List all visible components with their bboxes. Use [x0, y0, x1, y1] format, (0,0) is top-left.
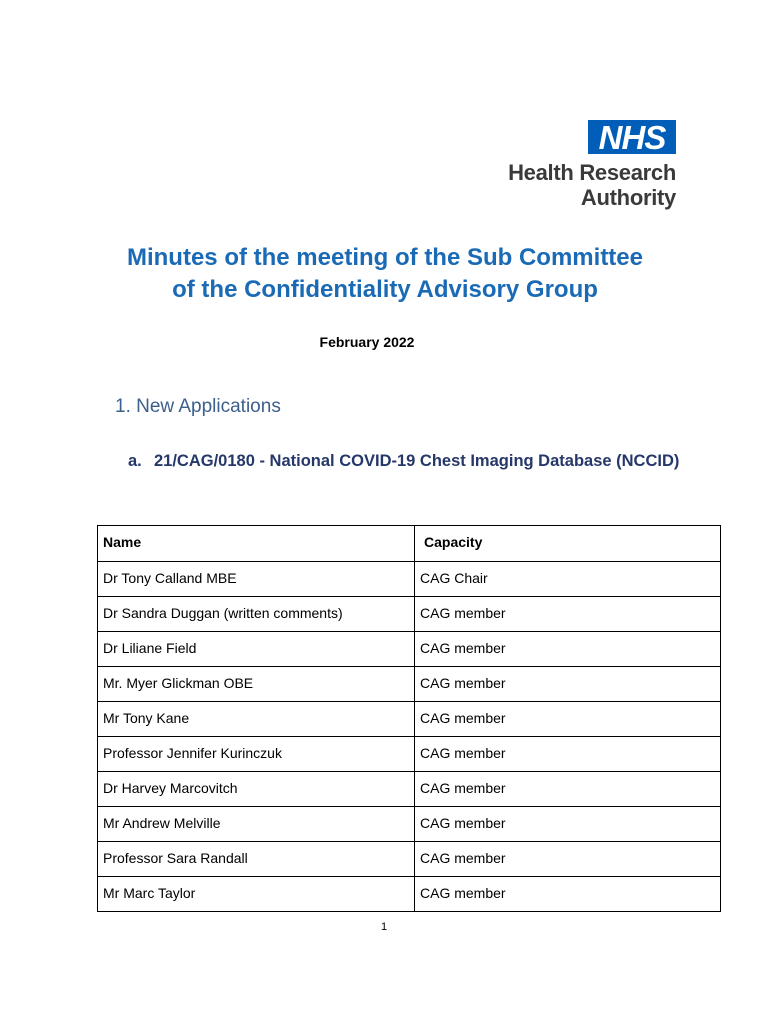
member-capacity: CAG member [415, 807, 721, 842]
table-row [98, 702, 721, 737]
table-header-row [98, 526, 721, 562]
table-row [98, 737, 721, 772]
header-capacity: Capacity [415, 526, 721, 562]
page-number: 1 [380, 921, 388, 933]
application-title: 21/CAG/0180 - National COVID-19 Chest Imaging Database (NCCID) [154, 452, 680, 470]
nhs-logo-box [588, 120, 676, 154]
table-row [98, 562, 721, 597]
member-capacity: CAG member [415, 597, 721, 632]
application-letter: a. [128, 452, 142, 470]
members-table [97, 525, 721, 912]
member-capacity: CAG member [415, 842, 721, 877]
member-name: Mr Andrew Melville [98, 807, 415, 842]
nhs-logo-text: NHS [598, 118, 666, 156]
table-row [98, 807, 721, 842]
member-name: Mr Marc Taylor [98, 877, 415, 912]
member-name: Dr Harvey Marcovitch [98, 772, 415, 807]
section-heading: 1. New Applications [115, 396, 281, 417]
document-title [80, 242, 690, 306]
table-row [98, 772, 721, 807]
member-name: Dr Liliane Field [98, 632, 415, 667]
member-name: Dr Tony Calland MBE [98, 562, 415, 597]
member-capacity: CAG member [415, 632, 721, 667]
application-heading [128, 449, 688, 474]
table-row [98, 632, 721, 667]
member-name: Mr Tony Kane [98, 702, 415, 737]
table-row [98, 877, 721, 912]
header-name: Name [98, 526, 415, 562]
meeting-date: February 2022 [319, 334, 415, 350]
logo-line-1: Health Research [508, 160, 676, 185]
table-row [98, 842, 721, 877]
member-name: Mr. Myer Glickman OBE [98, 667, 415, 702]
title-line-2: of the Confidentiality Advisory Group [172, 276, 598, 303]
member-capacity: CAG member [415, 877, 721, 912]
member-capacity: CAG member [415, 667, 721, 702]
member-capacity: CAG member [415, 772, 721, 807]
member-name: Dr Sandra Duggan (written comments) [98, 597, 415, 632]
table-row [98, 597, 721, 632]
title-line-1: Minutes of the meeting of the Sub Committee [126, 244, 643, 271]
member-name: Professor Sara Randall [98, 842, 415, 877]
member-capacity: CAG Chair [415, 562, 721, 597]
member-capacity: CAG member [415, 737, 721, 772]
logo-line-2: Authority [580, 185, 676, 210]
member-capacity: CAG member [415, 702, 721, 737]
table-row [98, 667, 721, 702]
member-name: Professor Jennifer Kurinczuk [98, 737, 415, 772]
